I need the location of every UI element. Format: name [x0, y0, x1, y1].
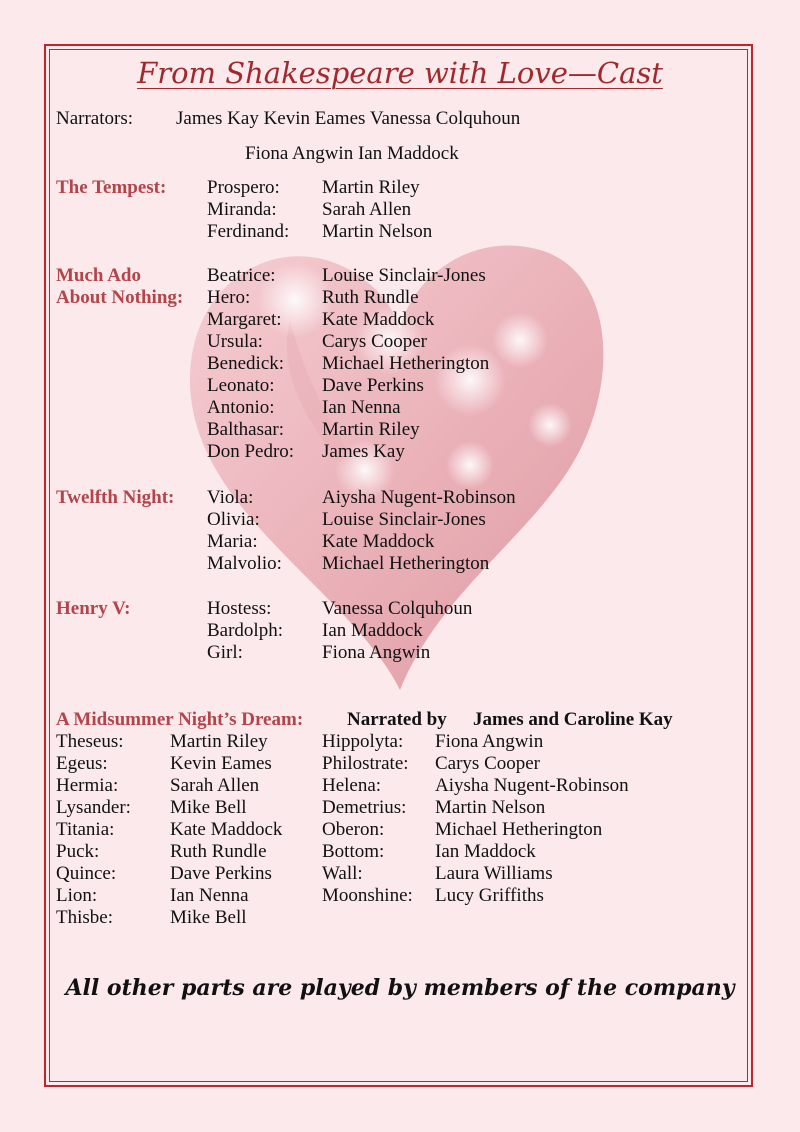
midsummer-narrated-label: Narrated by	[347, 709, 447, 730]
role-name: Lion:	[56, 885, 98, 906]
role-name: Quince:	[56, 863, 117, 884]
role-name: Thisbe:	[56, 907, 113, 928]
role-name: Olivia:	[207, 509, 260, 530]
actor-name: Martin Nelson	[435, 797, 546, 818]
role-name: Malvolio:	[207, 553, 282, 574]
actor-name: Ian Maddock	[435, 841, 536, 862]
actor-name: Lucy Griffiths	[435, 885, 544, 906]
actor-name: Louise Sinclair-Jones	[322, 265, 486, 286]
role-name: Beatrice:	[207, 265, 276, 286]
actor-name: Carys Cooper	[322, 331, 428, 352]
role-name: Hostess:	[207, 598, 272, 619]
narrators-label: Narrators:	[56, 108, 134, 129]
actor-name: Dave Perkins	[170, 863, 272, 884]
actor-name: Ruth Rundle	[170, 841, 267, 862]
actor-name: Martin Riley	[322, 419, 420, 440]
actor-name: Martin Nelson	[322, 221, 433, 242]
role-name: Bardolph:	[207, 620, 283, 641]
footer-note: All other parts are played by members of the company	[65, 975, 735, 1001]
role-name: Egeus:	[56, 753, 108, 774]
actor-name: Sarah Allen	[170, 775, 260, 796]
actor-name: Kate Maddock	[170, 819, 283, 840]
actor-name: Martin Riley	[170, 731, 268, 752]
actor-name: Carys Cooper	[435, 753, 541, 774]
actor-name: Dave Perkins	[322, 375, 424, 396]
play-title: The Tempest:	[56, 177, 167, 198]
actor-name: Aiysha Nugent-Robinson	[435, 775, 629, 796]
actor-name: James Kay	[322, 441, 405, 462]
play-title: Much Ado	[56, 265, 141, 286]
actor-name: Fiona Angwin	[322, 642, 431, 663]
narrators-line-1: James Kay Kevin Eames Vanessa Colquhoun	[176, 108, 521, 129]
role-name: Hippolyta:	[322, 731, 404, 752]
role-name: Bottom:	[322, 841, 385, 862]
role-name: Demetrius:	[322, 797, 407, 818]
midsummer-narrators: James and Caroline Kay	[473, 709, 673, 730]
actor-name: Kate Maddock	[322, 309, 435, 330]
play-title: About Nothing:	[56, 287, 184, 308]
actor-name: Mike Bell	[170, 797, 247, 818]
actor-name: Sarah Allen	[322, 199, 412, 220]
actor-name: Vanessa Colquhoun	[322, 598, 473, 619]
role-name: Ursula:	[207, 331, 263, 352]
narrators-line-2: Fiona Angwin Ian Maddock	[245, 143, 459, 164]
role-name: Balthasar:	[207, 419, 285, 440]
actor-name: Ian Nenna	[322, 397, 401, 418]
role-name: Helena:	[322, 775, 382, 796]
actor-name: Michael Hetherington	[322, 553, 490, 574]
actor-name: Ian Maddock	[322, 620, 423, 641]
actor-name: Louise Sinclair-Jones	[322, 509, 486, 530]
actor-name: Fiona Angwin	[435, 731, 544, 752]
role-name: Hero:	[207, 287, 251, 308]
role-name: Benedick:	[207, 353, 285, 374]
actor-name: Michael Hetherington	[322, 353, 490, 374]
role-name: Oberon:	[322, 819, 385, 840]
play-title: Henry V:	[56, 598, 131, 619]
role-name: Maria:	[207, 531, 258, 552]
role-name: Theseus:	[56, 731, 124, 752]
actor-name: Kate Maddock	[322, 531, 435, 552]
actor-name: Michael Hetherington	[435, 819, 603, 840]
role-name: Puck:	[56, 841, 100, 862]
actor-name: Mike Bell	[170, 907, 247, 928]
actor-name: Laura Williams	[435, 863, 553, 884]
role-name: Titania:	[56, 819, 115, 840]
role-name: Prospero:	[207, 177, 280, 198]
actor-name: Martin Riley	[322, 177, 420, 198]
midsummer-title: A Midsummer Night’s Dream:	[56, 709, 304, 730]
actor-name: Ruth Rundle	[322, 287, 419, 308]
role-name: Antonio:	[207, 397, 275, 418]
role-name: Philostrate:	[322, 753, 409, 774]
role-name: Lysander:	[56, 797, 131, 818]
role-name: Hermia:	[56, 775, 119, 796]
role-name: Moonshine:	[322, 885, 413, 906]
role-name: Wall:	[322, 863, 363, 884]
page-title: From Shakespeare with Love—Cast	[137, 56, 663, 90]
role-name: Don Pedro:	[207, 441, 295, 462]
actor-name: Aiysha Nugent-Robinson	[322, 487, 516, 508]
actor-name: Ian Nenna	[170, 885, 249, 906]
role-name: Leonato:	[207, 375, 275, 396]
role-name: Ferdinand:	[207, 221, 290, 242]
role-name: Girl:	[207, 642, 243, 663]
play-title: Twelfth Night:	[56, 487, 175, 508]
role-name: Viola:	[207, 487, 254, 508]
role-name: Miranda:	[207, 199, 277, 220]
role-name: Margaret:	[207, 309, 282, 330]
actor-name: Kevin Eames	[170, 753, 272, 774]
